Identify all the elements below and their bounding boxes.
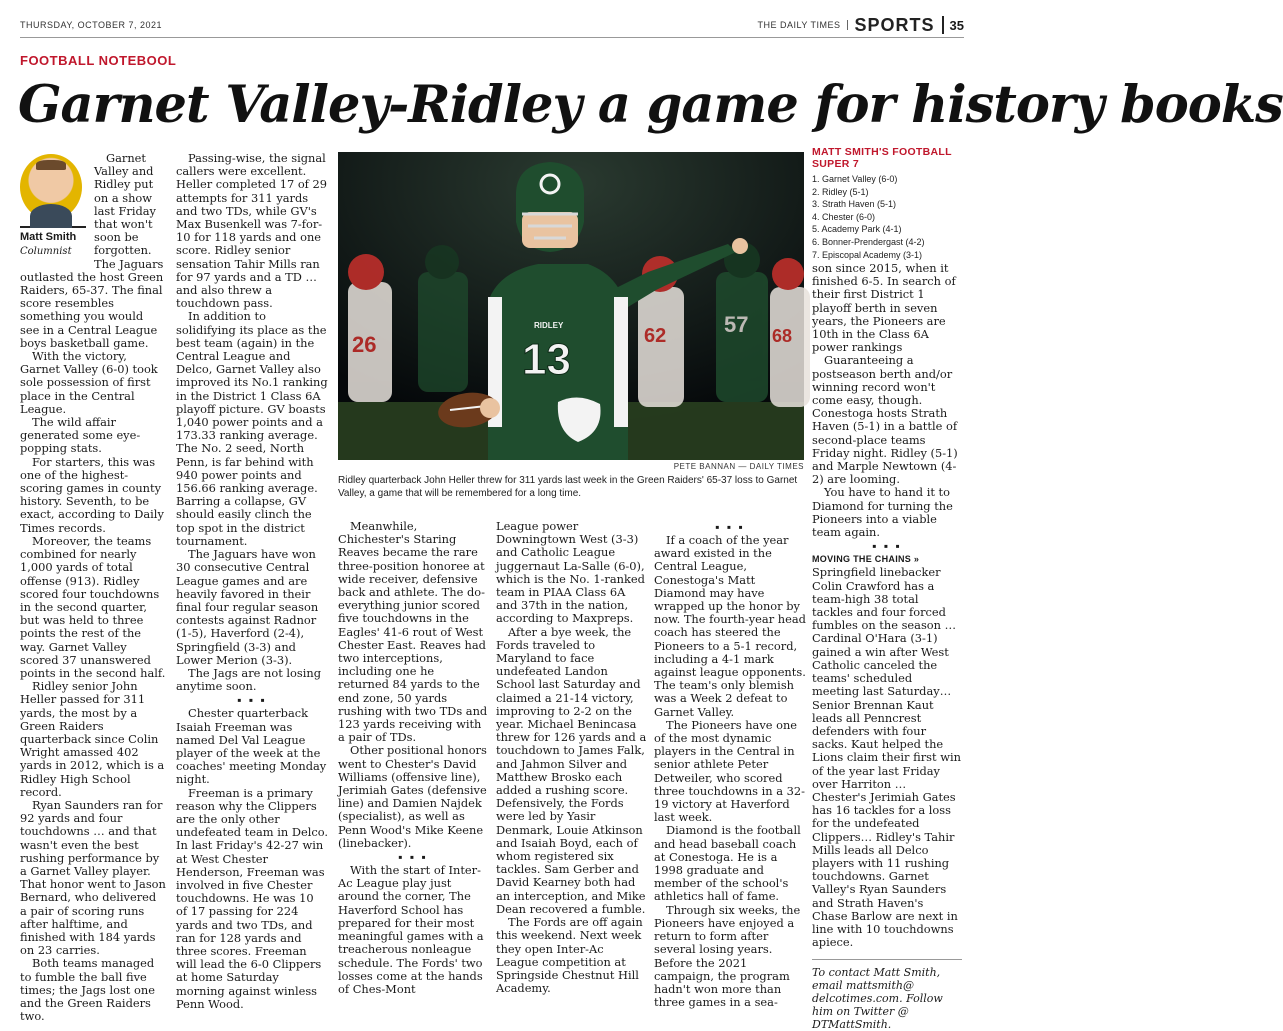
headline: Garnet Valley-Ridley a game for history books [18, 75, 1283, 135]
paragraph: Moreover, the teams combined for nearly 1,000 yards of total offense (913). Ridley scored four touchdowns in the second quarter, but was held to three points the rest of the way. Garnet Valley scored 37 unanswered points in the second half. [20, 533, 166, 680]
list-item: 1. Garnet Valley (6-0) [812, 174, 898, 184]
section-separator: ▪ ▪ ▪ [237, 693, 267, 708]
paragraph: League power Downingtown West (3-3) and Catholic League juggernaut La-Salle (6-0), which is the No. 1-ranked team in PIAA Class 6A and 37th in the nation, according to Maxpreps. [496, 519, 645, 626]
rankings-list [812, 173, 964, 261]
contact-info: To contact Matt Smith, email mattsmith@ delcotimes.com. Follow him on Twitter @ DTMattSmith. [812, 959, 962, 1031]
bg-jersey-number: 68 [772, 326, 793, 346]
paragraph: The Jags are not losing anytime soon. [176, 665, 322, 694]
jersey-lettering: RIDLEY [534, 321, 564, 330]
paragraph: Other positional honors went to Chester's David Williams (offensive line), Jerimiah Gates (defensive line) and Damien Najdek (specialist), as well as Penn Wood's Mike Keene (linebacker). [338, 743, 487, 850]
column-4 [496, 520, 648, 995]
paragraph: son since 2015, when it finished 6-5. In search of their first District 1 playoff berth in seven years, the Pioneers are 10th in the Class 6A power rankings [812, 261, 956, 355]
list-item: 5. Academy Park (4-1) [812, 224, 902, 235]
moving-the-chains-label: MOVING THE CHAINS » [812, 554, 920, 565]
paragraph: The Jaguars have won 30 consecutive Central League games and are heavily favored in their final four regular season contests against Radnor (1-5), Haverford (2-4), Springfield (3-3) and Lower Merion (3-3). [176, 547, 319, 667]
jersey-number: 13 [522, 335, 571, 384]
paragraph: After a bye week, the Fords traveled to Maryland to face undefeated Landon School last Saturday and claimed a 21-14 victory, improving to 2-2 on the year. Michael Benincasa threw for 126 yards and a touchdown to James Falk, and Jahmon Silver and Matthew Brosko each added a rushing score. Defensively, the Fords were led by Yasir Denmark, Louie Atkinson and Isaiah Boyd, each of whom registered six tackles. Sam Gerber and David Kearney both had an interception, and Mike Dean recovered a fumble. [496, 624, 647, 916]
paragraph: Ridley senior John Heller passed for 311 yards, the most by a Green Raiders quarterback since Colin Wright amassed 402 yards in 2012, which is a Ridley High School record. [20, 679, 165, 799]
issue-date: THURSDAY, OCTOBER 7, 2021 [20, 20, 163, 30]
section-name: SPORTS [848, 16, 944, 34]
paragraph: The Fords are off again this weekend. Next week they open Inter-Ac League competition at Springside Chestnut Hill Academy. [496, 915, 643, 996]
list-item: 4. Chester (6-0) [812, 211, 876, 222]
paragraph: If a coach of the year award existed in the Central League, Conestoga's Matt Diamond may have wrapped up the honor by now. The fourth-year head coach has steered the Pioneers to a 5-1 record, including a 4-1 mark against league opponents. The team's only blemish was a Week 2 defeat to Garnet Valley. [654, 533, 806, 719]
column-3 [338, 520, 488, 996]
paragraph: Ryan Saunders ran for 92 yards and four touchdowns … and that wasn't even the best rushing performance by a Garnet Valley player. That honor went to Jason Bernard, who delivered a pair of scoring runs after halftime, and finished with 184 yards on 23 carries. [20, 797, 166, 958]
bg-jersey-number: 62 [644, 325, 667, 347]
paragraph: Freeman is a primary reason why the Clippers are the only other undefeated team in Delco. In last Friday's 42-27 win at West Chester Henderson, Freeman was involved in five Chester touchdowns. He was 10 of 17 passing for 224 yards and two TDs, and ran for 128 yards and three scores. Freeman will lead the 6-0 Clippers at home Saturday morning against winless Penn Wood. [176, 785, 328, 1011]
paragraph: The Pioneers have one of the most dynamic players in the Central in senior athlete Peter Detweiler, who scored three touchdowns in a 32-19 victory at Haverford last week. [654, 717, 806, 825]
byline-name: Matt Smith [20, 226, 86, 243]
paragraph: For starters, this was one of the highest-scoring games in county history. Seventh, to be exact, according to Daily Times records. [20, 454, 164, 535]
paragraph: Passing-wise, the signal callers were excellent. Heller completed 17 of 29 attempts for 311 yards and two TDs, while GV's Max Busenkell was 7-for-10 for 118 yards and one score. Ridley senior sensation Tahir Mills ran for 97 yards and a TD … and also threw a touchdown pass. [176, 151, 328, 311]
list-item: 7. Episcopal Academy (3-1) [812, 249, 923, 260]
column-1 [20, 152, 166, 1023]
list-item: 6. Bonner-Prendergast (4-2) [812, 236, 925, 247]
masthead [757, 16, 964, 34]
columnist-photo [20, 154, 82, 220]
section-separator: ▪ ▪ ▪ [872, 539, 902, 554]
page-number: 35 [949, 17, 964, 33]
paragraph: With the start of Inter-Ac League play just around the corner, The Haverford School has prepared for their most meaningful games with a treacherous nonleague schedule. The Fords' two losses come at the hands of Ches-Mont [338, 863, 484, 996]
sidebar-title: MATT SMITH'S FOOTBALL SUPER 7 [812, 146, 952, 170]
paragraph: Springfield linebacker Colin Crawford has a team-high 38 total tackles and four forced fumbles on the season … Cardinal O'Hara (3-1) gained a win after West Catholic canceled the teams' scheduled meeting last Saturday… Senior Brennan Kaut leads all Penncrest defenders with four sacks. Kaut helped the Lions claim their first win of the year last Friday over Harriton … Chester's Jerimiah Gates has 16 tackles for a loss for the undefeated Clippers… Ridley's Tahir Mills leads all Delco players with 11 rushing touchdowns. Garnet Valley's Ryan Saunders and Strath Haven's Chase Barlow are next in line with 10 touchdowns apiece. [812, 565, 961, 950]
photo-caption: Ridley quarterback John Heller threw for 311 yards last week in the Green Raiders' 65-37 loss to Garnet Valley, a game that will be remembered for a long time. [338, 475, 798, 499]
kicker: FOOTBALL NOTEBOOL [20, 53, 177, 68]
super-7-sidebar [812, 146, 964, 261]
bg-jersey-number: 57 [724, 312, 749, 337]
paragraph: Guaranteeing a postseason berth and/or winning record won't come easy, though. Conestoga hosts Strath Haven (5-1) in a battle of second-place teams Friday night. Ridley (5-1) and Marple Newtown (4-2) are looming. [812, 353, 958, 487]
column-2 [176, 152, 328, 1011]
section-separator: ▪ ▪ ▪ [398, 850, 428, 865]
list-item: 3. Strath Haven (5-1) [812, 199, 897, 210]
story-lead: Garnet Valley and Ridley put on a show last Friday that won't soon be forgotten. The Jaguars outlasted the host Green Raiders, 65-37. The final score resembles something you would see in a Central League boys basketball game. [20, 151, 164, 350]
byline [20, 154, 86, 258]
paragraph: Chester quarterback Isaiah Freeman was named Del Val League player of the week at the coaches' meeting Monday night. [176, 706, 327, 787]
section-separator: ▪ ▪ ▪ [715, 520, 745, 534]
photo-illustration [338, 152, 804, 460]
paragraph: In addition to solidifying its place as the best team (again) in the Central League and Delco, Garnet Valley also improved its No.1 ranking in the District 1 Class 6A playoff picture. GV boasts 1,040 power points and a 173.33 ranking average. The No. 2 seed, North Penn, is far behind with 940 power points and 156.66 ranking average. Barring a collapse, GV should easily clinch the top spot in the district tournament. [176, 309, 328, 548]
column-5 [654, 520, 806, 1009]
game-photo [338, 152, 804, 460]
paragraph: Meanwhile, Chichester's Staring Reaves became the rare three-position honoree at wide receiver, defensive back and athlete. The do-everything junior scored five touchdowns in the Eagles' 41-6 rout of West Chester East. Reaves had two interceptions, including one he returned 84 yards to the end zone, 50 yards rushing with two TDs and 123 yards receiving with a pair of TDs. [338, 519, 488, 745]
photo-credit: PETE BANNAN — DAILY TIMES [673, 462, 804, 471]
paragraph: With the victory, Garnet Valley (6-0) took sole possession of first place in the Central League. [20, 349, 158, 416]
paragraph: Both teams managed to fumble the ball five times; the Jags lost one and the Green Raiders two. [20, 956, 155, 1024]
paragraph: The wild affair generated some eye-popping stats. [20, 415, 141, 456]
paragraph: Through six weeks, the Pioneers have enjoyed a return to form after several losing years. Before the 2021 campaign, the program hadn't won more than three games in a sea- [654, 902, 801, 1010]
column-6 [812, 262, 962, 1031]
list-item: 2. Ridley (5-1) [812, 186, 869, 197]
bg-jersey-number: 26 [352, 332, 377, 357]
byline-role: Columnist [20, 246, 72, 257]
page-header [20, 16, 964, 38]
paragraph: You have to hand it to Diamond for turning the Pioneers into a viable team again. [812, 485, 953, 540]
paragraph: Diamond is the football and head baseball coach at Conestoga. He is a 1998 graduate and member of the school's athletics hall of fame. [654, 823, 801, 904]
paper-name: THE DAILY TIMES [757, 20, 847, 30]
